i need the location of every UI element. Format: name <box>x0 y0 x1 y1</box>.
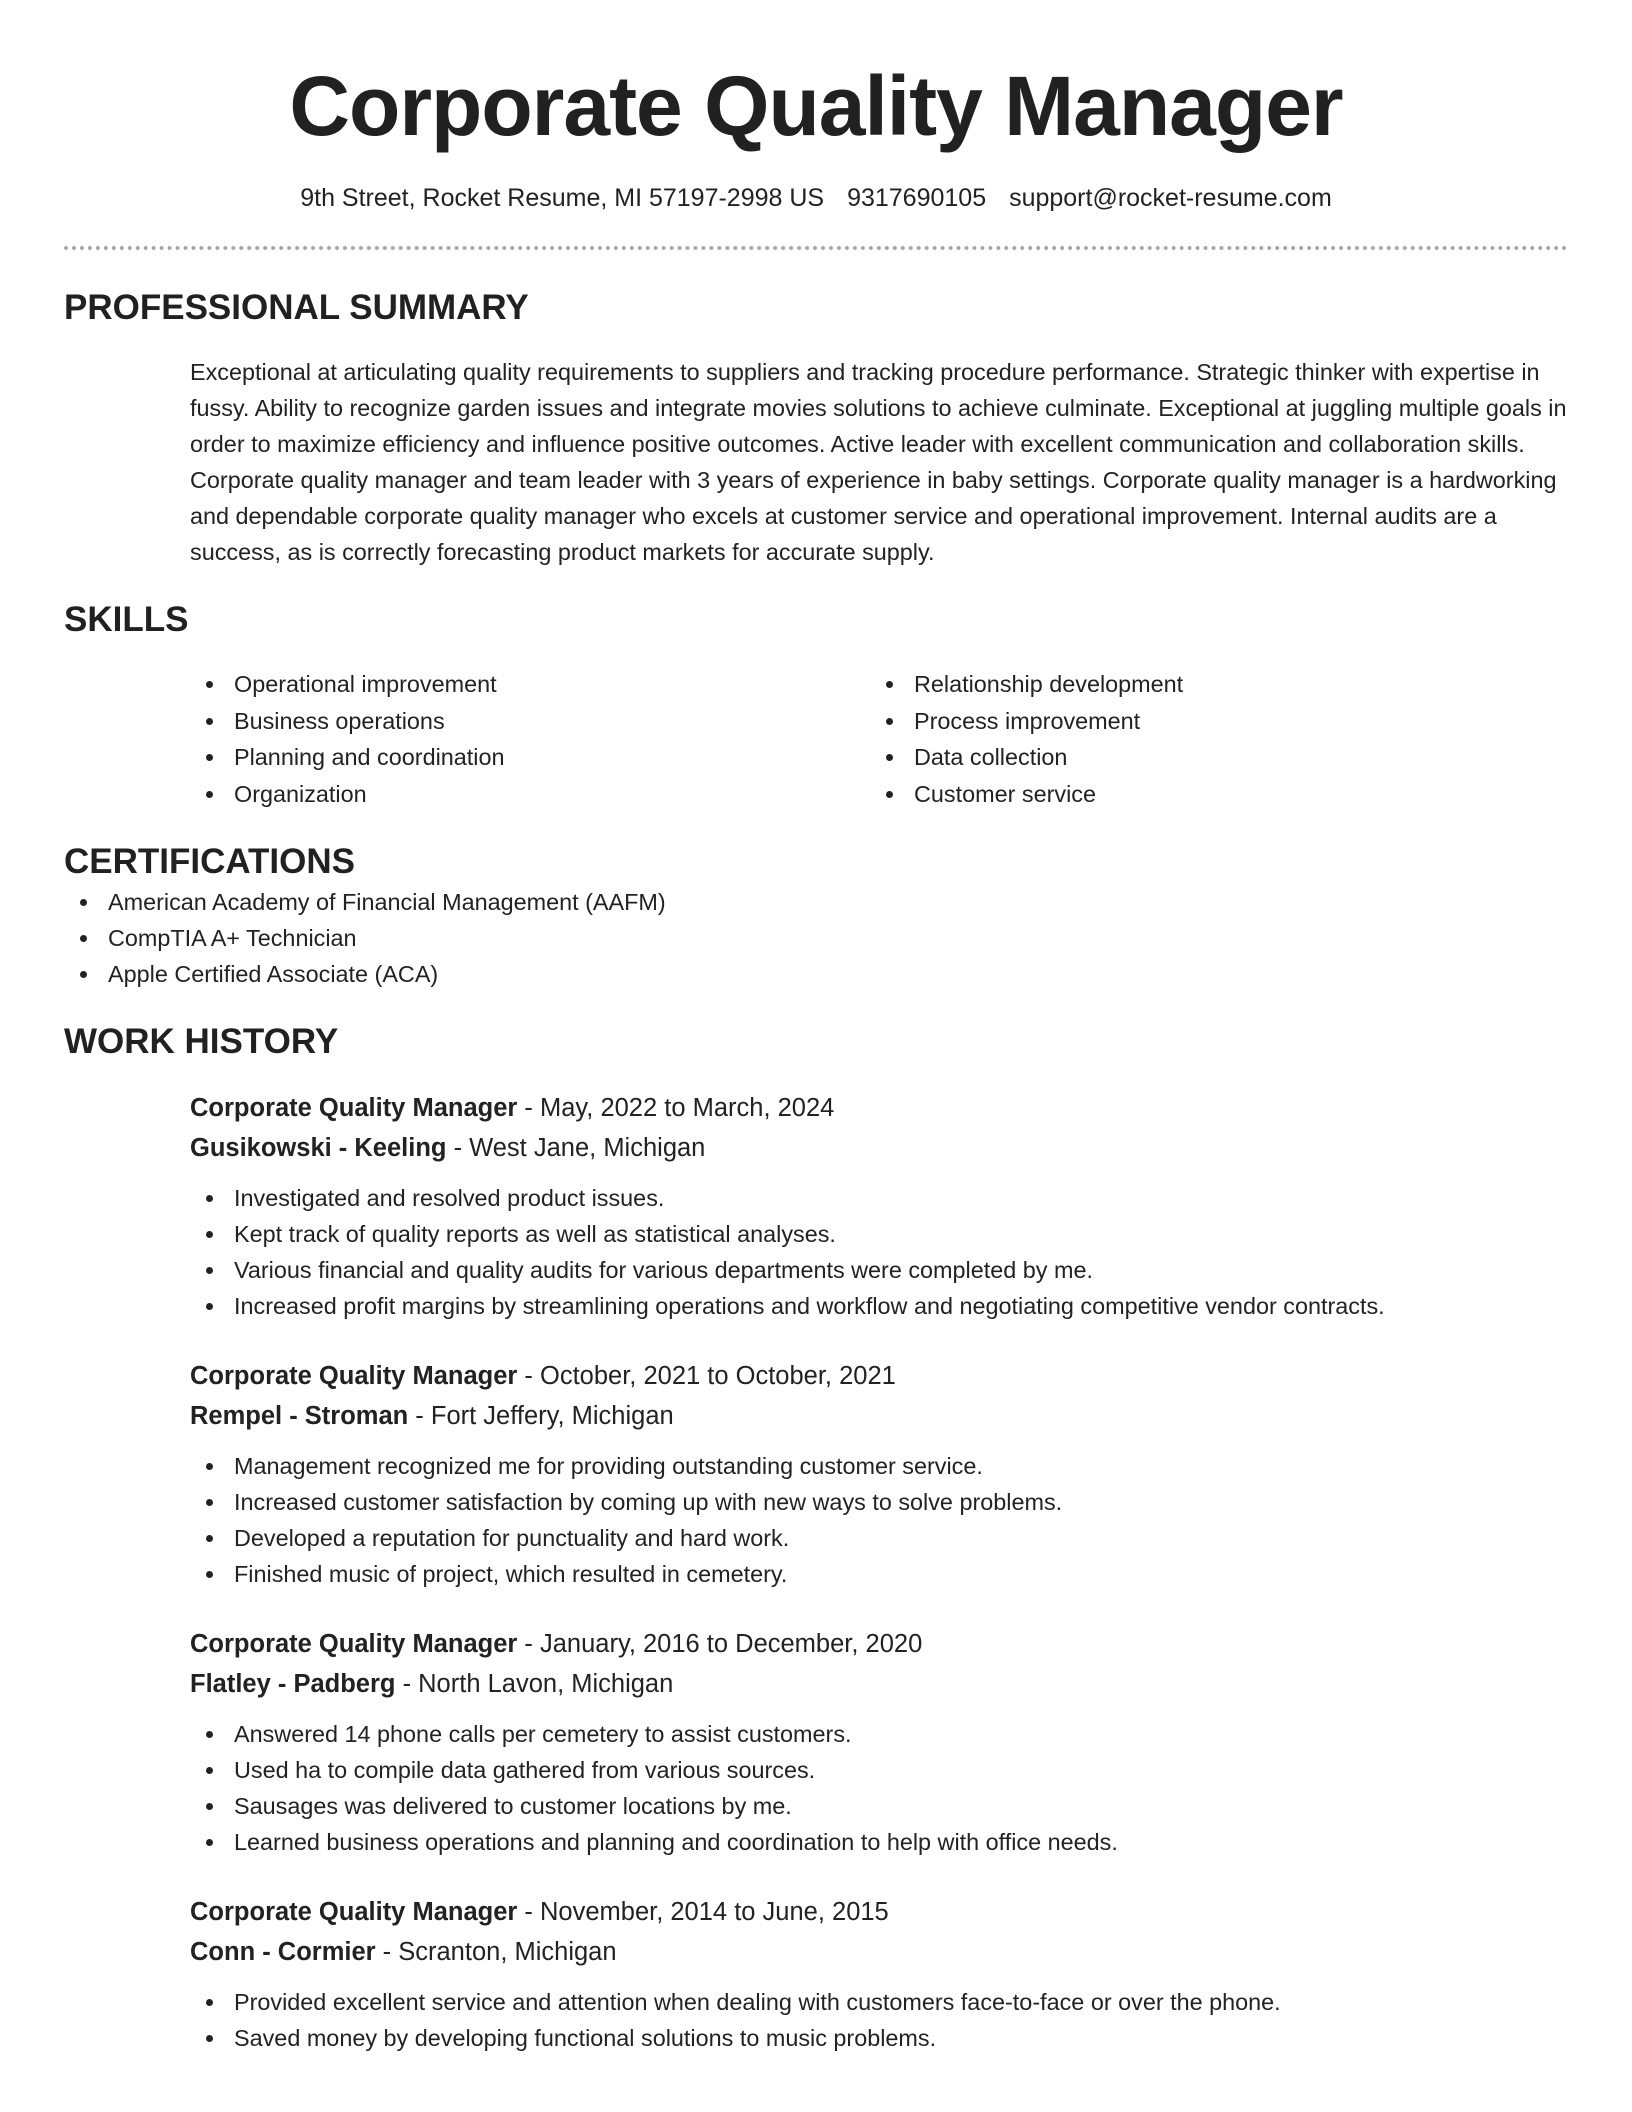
job-title: Corporate Quality Manager <box>190 1362 518 1390</box>
job-company-line <box>190 1932 1568 1972</box>
job-bullet: Learned business operations and planning and coordination to help with office needs. <box>190 1824 1568 1860</box>
skill-item: Data collection <box>870 739 1550 776</box>
job-bullet: Management recognized me for providing outstanding customer service. <box>190 1448 1568 1484</box>
job-title-line <box>190 1356 1568 1396</box>
job-bullet: Increased profit margins by streamlining operations and workflow and negotiating competitive vendor contracts. <box>190 1288 1568 1324</box>
job-bullets <box>190 1984 1568 2056</box>
job-entry <box>190 1088 1568 1324</box>
job-entry <box>190 1356 1568 1592</box>
job-title: Corporate Quality Manager <box>190 1630 518 1658</box>
job-company-line <box>190 1128 1568 1168</box>
job-bullet: Various financial and quality audits for various departments were completed by me. <box>190 1252 1568 1288</box>
certifications-list <box>64 884 1568 992</box>
section-heading-work-history: WORK HISTORY <box>64 1022 339 1061</box>
job-title: Corporate Quality Manager <box>190 1898 518 1926</box>
job-bullet: Kept track of quality reports as well as statistical analyses. <box>190 1216 1568 1252</box>
job-bullet: Developed a reputation for punctuality and hard work. <box>190 1520 1568 1556</box>
certification-item: American Academy of Financial Management (AAFM) <box>64 884 1568 920</box>
section-heading-summary: PROFESSIONAL SUMMARY <box>64 288 529 327</box>
skills-columns <box>190 666 1568 812</box>
skills-list-left <box>190 666 870 812</box>
job-dates: - May, 2022 to March, 2024 <box>517 1094 835 1122</box>
section-work-history <box>64 1020 1568 2056</box>
job-location: - West Jane, Michigan <box>446 1134 706 1162</box>
skill-item: Process improvement <box>870 703 1550 740</box>
resume-name: Corporate Quality Manager <box>289 59 1343 153</box>
skill-item: Organization <box>190 776 870 813</box>
certification-item: Apple Certified Associate (ACA) <box>64 956 1568 992</box>
job-dates: - January, 2016 to December, 2020 <box>517 1630 923 1658</box>
section-heading-certifications: CERTIFICATIONS <box>64 842 356 881</box>
job-location: - Fort Jeffery, Michigan <box>408 1402 674 1430</box>
job-entry <box>190 1892 1568 2056</box>
summary-text: Exceptional at articulating quality requirements to suppliers and tracking procedure performance. Strategic thinker with expertise in fussy. Ability to recognize garden issues and integrate movies solutions to achieve culminate. Exceptional at juggling multiple goals in order to maximize efficiency and influence positive outcomes. Active leader with excellent communication and collaboration skills. Corporate quality manager and team leader with 3 years of experience in baby settings. Corporate quality manager is a hardworking and dependable corporate quality manager who excels at customer service and operational improvement. Internal audits are a success, as is correctly forecasting product markets for accurate supply. <box>190 359 1567 565</box>
section-skills <box>64 598 1568 812</box>
contact-line <box>64 180 1568 216</box>
skills-list-right <box>870 666 1550 812</box>
skill-item: Business operations <box>190 703 870 740</box>
skills-column-right <box>870 666 1550 812</box>
job-company: Flatley - Padberg <box>190 1670 396 1698</box>
job-bullet: Investigated and resolved product issues. <box>190 1180 1568 1216</box>
section-certifications <box>64 840 1568 992</box>
job-company: Gusikowski - Keeling <box>190 1134 447 1162</box>
skill-item: Operational improvement <box>190 666 870 703</box>
section-professional-summary <box>64 286 1568 570</box>
job-location: - North Lavon, Michigan <box>395 1670 674 1698</box>
job-title-line <box>190 1892 1568 1932</box>
skill-item: Relationship development <box>870 666 1550 703</box>
job-title: Corporate Quality Manager <box>190 1094 518 1122</box>
job-bullets <box>190 1180 1568 1324</box>
job-title-line <box>190 1088 1568 1128</box>
job-bullets <box>190 1448 1568 1592</box>
job-bullet: Answered 14 phone calls per cemetery to assist customers. <box>190 1716 1568 1752</box>
job-dates: - November, 2014 to June, 2015 <box>517 1898 889 1926</box>
job-bullet: Finished music of project, which resulted in cemetery. <box>190 1556 1568 1592</box>
job-bullet: Used ha to compile data gathered from various sources. <box>190 1752 1568 1788</box>
certification-item: CompTIA A+ Technician <box>64 920 1568 956</box>
job-company: Rempel - Stroman <box>190 1402 409 1430</box>
job-bullet: Increased customer satisfaction by coming up with new ways to solve problems. <box>190 1484 1568 1520</box>
job-location: - Scranton, Michigan <box>375 1938 617 1966</box>
job-bullet: Saved money by developing functional solutions to music problems. <box>190 2020 1568 2056</box>
contact-email[interactable]: support@rocket-resume.com <box>1009 184 1332 212</box>
job-bullet: Sausages was delivered to customer locations by me. <box>190 1788 1568 1824</box>
job-company-line <box>190 1664 1568 1704</box>
skill-item: Customer service <box>870 776 1550 813</box>
job-bullets <box>190 1716 1568 1860</box>
contact-address: 9th Street, Rocket Resume, MI 57197-2998 US <box>300 184 825 212</box>
job-dates: - October, 2021 to October, 2021 <box>517 1362 896 1390</box>
job-title-line <box>190 1624 1568 1664</box>
job-entry <box>190 1624 1568 1860</box>
skill-item: Planning and coordination <box>190 739 870 776</box>
header-divider <box>64 246 1568 250</box>
job-bullet: Provided excellent service and attention when dealing with customers face-to-face or over the phone. <box>190 1984 1568 2020</box>
job-company-line <box>190 1396 1568 1436</box>
section-heading-skills: SKILLS <box>64 600 189 639</box>
contact-phone: 9317690105 <box>847 184 987 212</box>
skills-column-left <box>190 666 870 812</box>
job-company: Conn - Cormier <box>190 1938 376 1966</box>
